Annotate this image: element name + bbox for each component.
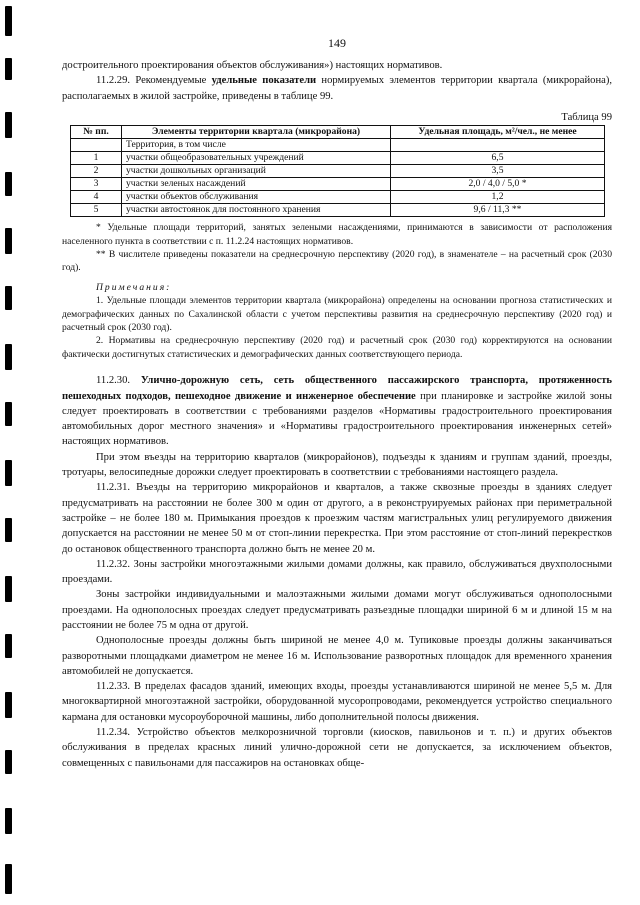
binder-mark: [5, 864, 12, 894]
paragraph-one-lane: Однополосные проезды должны быть шириной не менее 4,0 м. Тупиковые проезды должны заканчиваться разворотными площадками диаметром не менее 16 м. Использование разворотных площадок для временного хранения автомобилей не допускается.: [62, 635, 612, 677]
cell-element: участки автостоянок для постоянного хранения: [122, 204, 391, 217]
binder-mark: [5, 58, 12, 80]
cell-area: 3,5: [391, 165, 605, 178]
cell-area: 9,6 / 11,3 **: [391, 204, 605, 217]
cell-number: 4: [71, 191, 122, 204]
binder-mark: [5, 402, 12, 426]
cell-number: 5: [71, 204, 122, 217]
binder-mark: [5, 460, 12, 486]
table-caption: Таблица 99: [561, 111, 612, 123]
table-row: [71, 178, 605, 191]
table-header-row: [71, 126, 605, 139]
binder-mark: [5, 286, 12, 310]
paragraph-11-2-33: 11.2.33. В пределах фасадов зданий, имеющих входы, проезды устанавливаются шириной не менее 5,5 м. Для многоквартирной многоэтажной застройки, оборудованной мусоропроводами, рекомендуется устройство специального кармана для остановки мусороуборочной машины, либо дополнительной полосы движения.: [62, 681, 612, 723]
table-row: [71, 165, 605, 178]
paragraph-11-2-30: [62, 373, 612, 449]
cell-element: участки дошкольных организаций: [122, 165, 391, 178]
note-1: 1. Удельные площади элементов территории квартала (микрорайона) определены на основании прогноза статистических и демографических данных по Сахалинской области с учетом перспективы развития на среднесрочную перспективу (2020 год) и расчетный срок (2030 год).: [62, 295, 612, 334]
binder-mark: [5, 112, 12, 138]
paragraph-bold-text: Улично-дорожную сеть, сеть общественного пассажирского транспорта, протяженность пешеходных подходов, пешеходное движение и инженерное обеспечение: [62, 375, 612, 402]
cell-number: [71, 139, 122, 152]
table-row: [71, 139, 605, 152]
cell-number: 3: [71, 178, 122, 191]
col-header-elements: Элементы территории квартала (микрорайона): [122, 126, 391, 139]
paragraph-zones: Зоны застройки индивидуальными и малоэтажными жилыми домами могут обслуживаться однополосными проездами. На однополосных проездах следует предусматривать разъездные площадки шириной 6 м и длиной 15 м на расстоянии не более 75 м одна от другой.: [62, 589, 612, 631]
cell-area: [391, 139, 605, 152]
paragraph-11-2-32: 11.2.32. Зоны застройки многоэтажными жилыми домами должны, как правило, обслуживаться двухполосными проездами.: [62, 558, 612, 586]
paragraph-text: 11.2.29. Рекомендуемые: [96, 75, 212, 87]
col-header-area: Удельная площадь, м²/чел., не менее: [391, 126, 605, 139]
paragraph-text: нормируемых элементов территории квартала (микрорайона), располагаемых в жилой застройке, приведены в таблице 99.: [62, 75, 612, 102]
paragraph-11-2-29: [62, 73, 612, 104]
cell-number: 2: [71, 165, 122, 178]
table-row: [71, 191, 605, 204]
paragraph-bold-text: удельные показатели: [211, 75, 317, 87]
binder-mark: [5, 172, 12, 196]
paragraph-11-2-31: 11.2.31. Въезды на территорию микрорайонов и кварталов, а также сквозные проезды в зданиях следует предусматривать на расстоянии не более 300 м один от другого, а в реконструируемых районах при периметральной застройке – не более 180 м. Примыкания проездов к проезжим частям магистральных улиц регулируемого движения допускается на расстоянии не менее 50 м от стоп-линии перекрестка. При этом расстояние от стоп-линий перекрестков до остановок общественного транспорта должно быть не менее 20 м.: [62, 482, 612, 555]
table-99: [70, 125, 605, 217]
cell-element: участки общеобразовательных учреждений: [122, 152, 391, 165]
paragraph-11-2-34: 11.2.34. Устройство объектов мелкорозничной торговли (киосков, павильонов и т. п.) и других объектов обслуживания в пределах красных линий улично-дорожной сети не допускается, за исключением объектов, совмещенных с павильонами для пассажиров на остановках обще-: [62, 727, 612, 769]
cell-element: участки зеленых насаждений: [122, 178, 391, 191]
paragraph-number: 11.2.30.: [96, 375, 141, 387]
table-row: [71, 204, 605, 217]
binder-mark: [5, 228, 12, 254]
cell-area: 2,0 / 4,0 / 5,0 *: [391, 178, 605, 191]
col-header-number: № пп.: [71, 126, 122, 139]
binder-mark: [5, 576, 12, 602]
notes-title: Примечания:: [96, 281, 172, 293]
binder-mark: [5, 750, 12, 774]
binder-mark: [5, 344, 12, 370]
table-row: [71, 152, 605, 165]
paragraph-entry: При этом въезды на территорию кварталов (микрорайонов), подъезды к зданиям и группам зданий, проезды, тротуары, велосипедные дорожки следует проектировать в соответствии с требованиями настоящего раздела.: [62, 451, 612, 479]
binder-mark: [5, 518, 12, 542]
cell-area: 6,5: [391, 152, 605, 165]
binder-mark: [5, 692, 12, 718]
footnote-1: * Удельные площади территорий, занятых зелеными насаждениями, принимаются в зависимости от расположения населенного пункта в соответствии с п. 11.2.24 настоящих нормативов.: [62, 222, 612, 247]
cell-element: Территория, в том числе: [122, 139, 391, 152]
paragraph-text: при планировке и застройке жилой зоны следует проектировать в соответствии с требованиями разделов «Нормативы градостроительного проектирования автомобильных дорог местного значения» и «Нормативы градостроительного проектирования инженерных сетей» настоящих нормативов.: [62, 390, 612, 448]
page-body: [62, 58, 612, 771]
binder-mark: [5, 6, 12, 36]
binder-edge: [2, 0, 16, 905]
binder-mark: [5, 808, 12, 834]
cell-element: участки объектов обслуживания: [122, 191, 391, 204]
intro-line: достроительного проектирования объектов обслуживания») настоящих нормативов.: [62, 60, 443, 71]
footnote-2: ** В числителе приведены показатели на среднесрочную перспективу (2020 год), в знаменателе – на расчетный срок (2030 год).: [62, 249, 612, 274]
binder-mark: [5, 634, 12, 658]
cell-area: 1,2: [391, 191, 605, 204]
page-number: 149: [328, 36, 346, 50]
note-2: 2. Нормативы на среднесрочную перспективу (2020 год) и расчетный срок (2030 год) корректируются на основании фактически достигнутых статистических и демографических данных соответствующего периода.: [62, 335, 612, 360]
cell-number: 1: [71, 152, 122, 165]
